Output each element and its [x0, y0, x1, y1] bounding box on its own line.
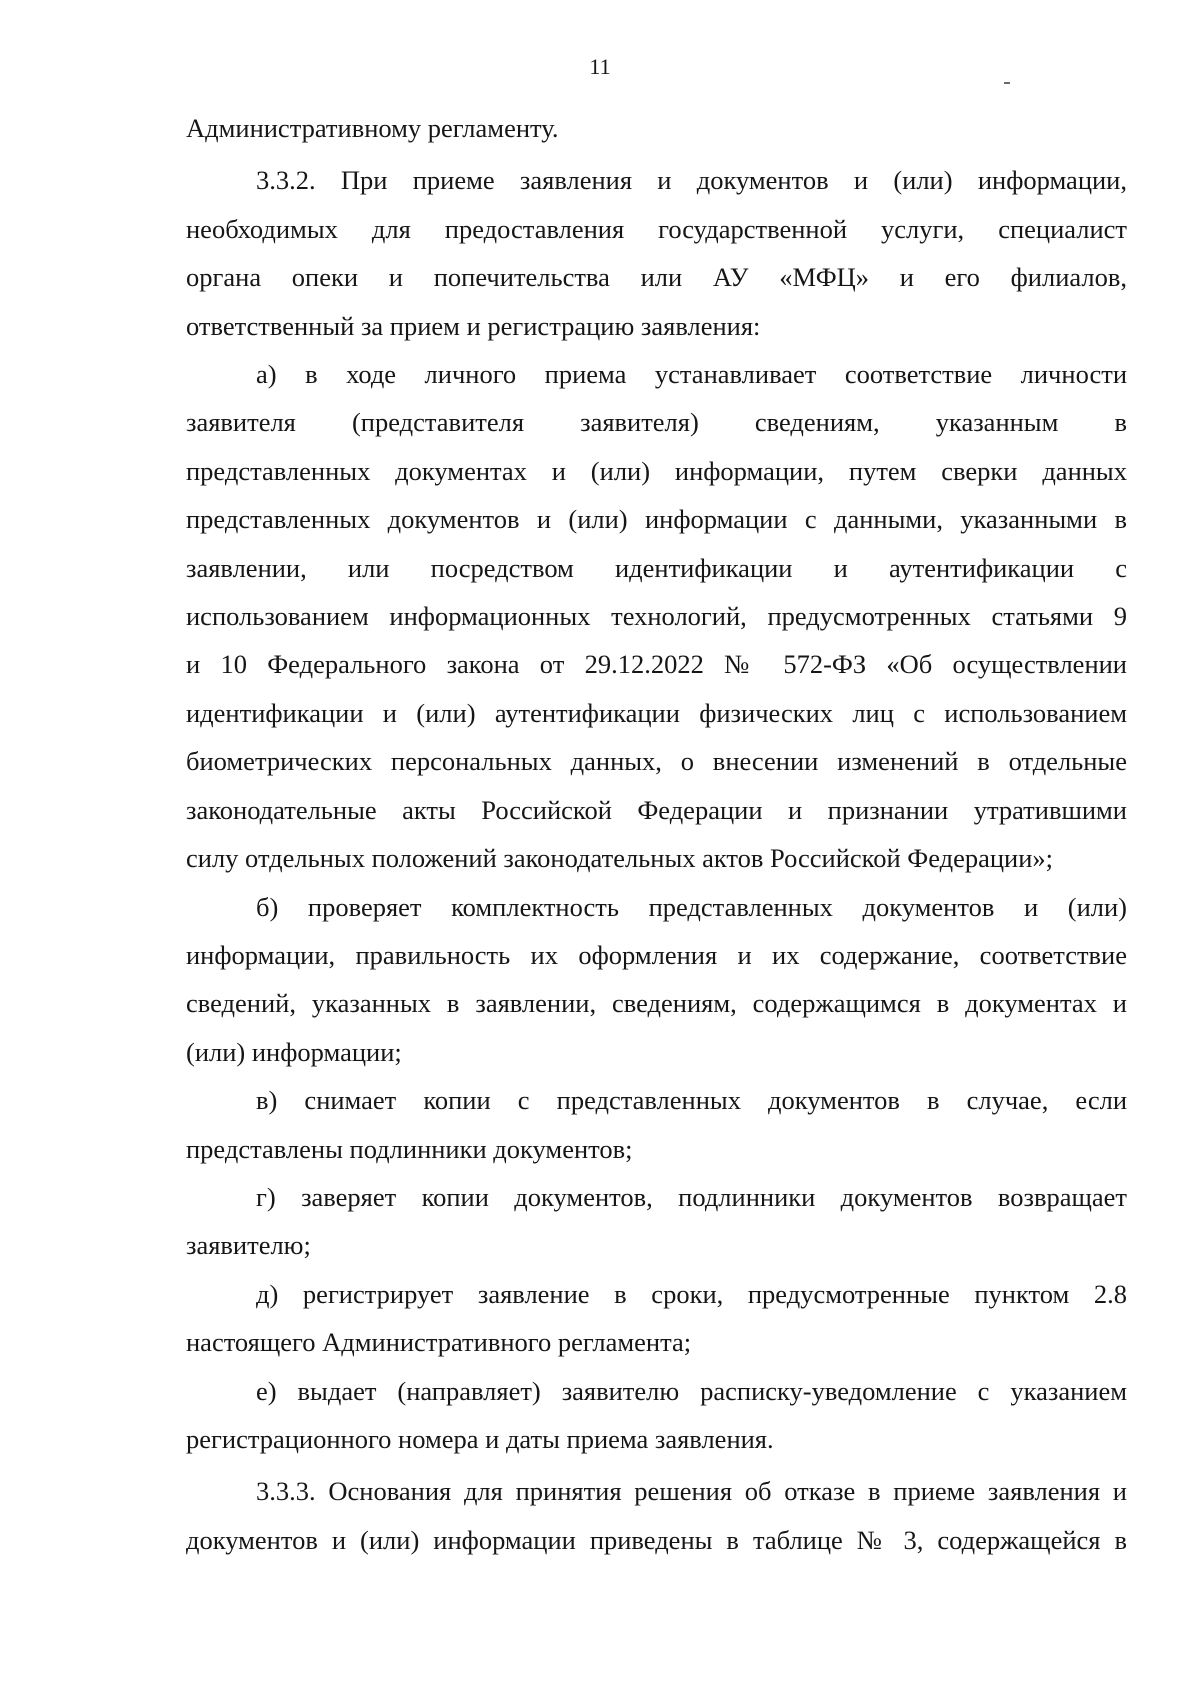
text-line: в) снимает копии с представленных документов в случае, если [256, 1085, 1127, 1116]
text-line: необходимых для предоставления государственной услуги, специалист [186, 213, 1127, 244]
text-line: б) проверяет комплектность представленных документов и (или) [256, 891, 1127, 922]
text-line: органа опеки и попечительства или АУ «МФЦ» и его филиалов, [186, 262, 1127, 293]
text-line: представленных документов и (или) информации с данными, указанными в [186, 504, 1127, 535]
text-line: законодательные акты Российской Федерации и признании утратившими [186, 794, 1127, 825]
text-line: а) в ходе личного приема устанавливает соответствие личности [256, 359, 1127, 390]
text-line: сведений, указанных в заявлении, сведениям, содержащимся в документах и [186, 988, 1127, 1019]
text-line: д) регистрирует заявление в сроки, предусмотренные пунктом 2.8 [256, 1278, 1127, 1309]
text-line: информации, правильность их оформления и их содержание, соответствие [186, 939, 1127, 970]
text-line: и 10 Федерального закона от 29.12.2022 № 572-ФЗ «Об осуществлении [186, 649, 1127, 680]
text-line: идентификации и (или) аутентификации физических лиц с использованием [186, 697, 1127, 728]
text-line: регистрационного номера и даты приема заявления. [186, 1423, 774, 1454]
text-line: (или) информации; [186, 1036, 402, 1067]
text-line: 3.3.3. Основания для принятия решения об отказе в приеме заявления и [256, 1476, 1127, 1507]
text-line: заявителя (представителя заявителя) сведениям, указанным в [186, 407, 1127, 438]
text-line: Административному регламенту. [186, 113, 559, 143]
text-line: настоящего Административного регламента; [186, 1327, 692, 1358]
text-line: заявлении, или посредством идентификации и аутентификации с [186, 552, 1127, 583]
document-body [186, 104, 1127, 1564]
text-line: силу отдельных положений законодательных актов Российской Федерации»; [186, 843, 1054, 874]
text-line: использованием информационных технологий, предусмотренных статьями 9 [186, 601, 1127, 632]
text-line: е) выдает (направляет) заявителю расписку-уведомление с указанием [256, 1375, 1127, 1406]
text-line: ответственный за прием и регистрацию заявления: [186, 310, 761, 341]
scan-artifact-mark [1004, 82, 1010, 84]
page-number: 11 [589, 54, 611, 79]
text-line: заявителю; [186, 1230, 311, 1261]
text-line: биометрических персональных данных, о внесении изменений в отдельные [186, 746, 1127, 777]
text-line: документов и (или) информации приведены в таблице № 3, содержащейся в [186, 1524, 1127, 1555]
text-line: 3.3.2. При приеме заявления и документов и (или) информации, [256, 165, 1127, 196]
text-line: г) заверяет копии документов, подлинники документов возвращает [256, 1181, 1127, 1212]
text-line: представленных документах и (или) информации, путем сверки данных [186, 455, 1127, 486]
text-line: представлены подлинники документов; [186, 1133, 633, 1164]
